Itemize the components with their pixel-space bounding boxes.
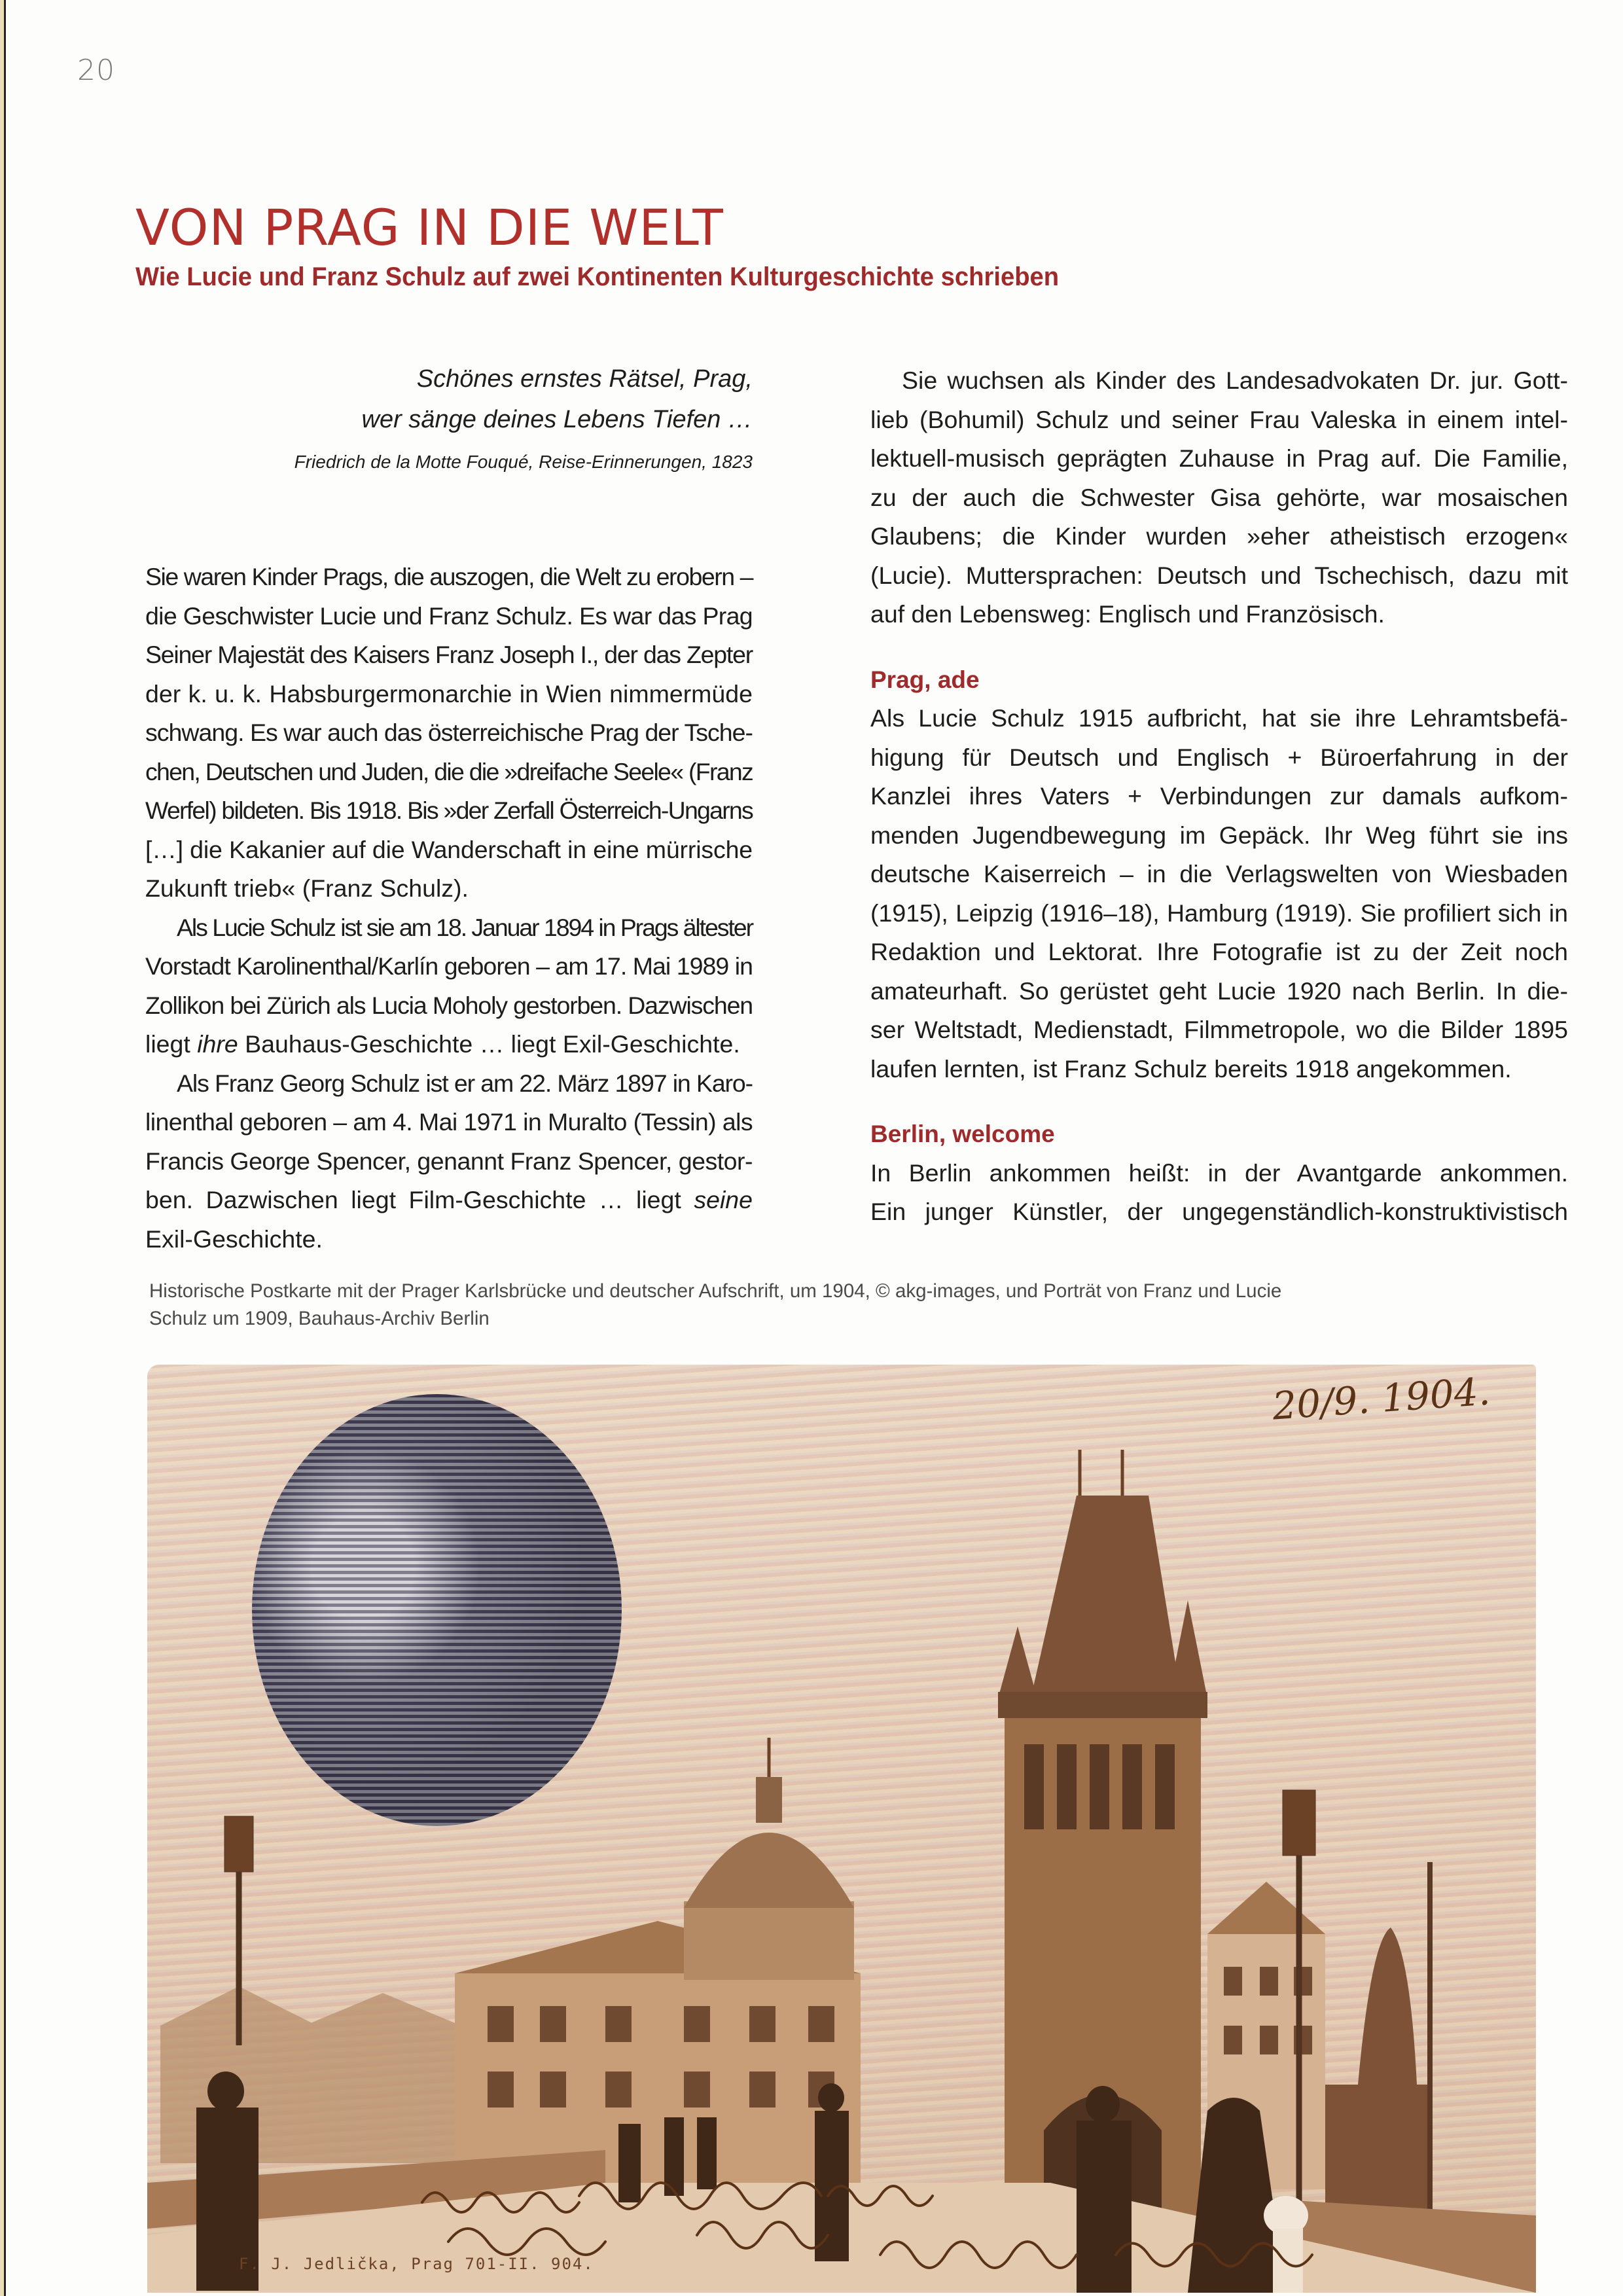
caption-line: Schulz um 1909, Bauhaus-Archiv Berlin bbox=[149, 1308, 490, 1329]
text-run: liegt bbox=[145, 1030, 198, 1058]
text-run: ben. Dazwischen liegt Film-Geschichte … liegt bbox=[145, 1186, 694, 1213]
church-dome bbox=[684, 1738, 854, 1980]
emphasis-ihre: ihre bbox=[197, 1030, 238, 1058]
text-line: […] die Kakanier auf die Wanderschaft in eine mürrische bbox=[145, 835, 753, 863]
text-line: die Geschwister Lucie und Franz Schulz. Es war das Prag bbox=[145, 601, 753, 630]
section-gap bbox=[870, 1088, 1568, 1115]
text-line: Zollikon bei Zürich als Lucia Moholy gestorben. Dazwischen bbox=[145, 991, 753, 1019]
text-line: auf den Lebensweg: Englisch und Französisch. bbox=[870, 600, 1385, 628]
text-line: amateurhaft. So gerüstet geht Lucie 1920 nach Berlin. In die- bbox=[870, 977, 1568, 1005]
epigraph bbox=[145, 359, 753, 480]
text-line: Als Lucie Schulz 1915 aufbricht, hat sie ihre Lehramtsbefä- bbox=[870, 704, 1568, 732]
figure-caption bbox=[149, 1278, 1510, 1333]
text-line: zu der auch die Schwester Gisa gehörte, war mosaischen bbox=[870, 483, 1568, 511]
article-subtitle: Wie Lucie und Franz Schulz auf zwei Kontinenten Kulturgeschichte schrieben bbox=[135, 262, 1060, 291]
statue-right bbox=[1325, 1862, 1430, 2215]
text-line: menden Jugendbewegung im Gepäck. Ihr Weg führt sie ins bbox=[870, 821, 1568, 849]
paragraph-prag-ade bbox=[870, 699, 1568, 1088]
page-number: 20 bbox=[77, 54, 115, 87]
text-line: Als Franz Georg Schulz ist er am 22. März 1897 in Karo- bbox=[177, 1069, 753, 1097]
epigraph-attribution: Friedrich de la Motte Fouqué, Reise-Erinnerungen, 1823 bbox=[294, 452, 753, 472]
text-line: Sie wuchsen als Kinder des Landesadvokaten Dr. jur. Gott- bbox=[902, 367, 1568, 394]
left-column bbox=[145, 558, 753, 1259]
text-line: laufen lernten, ist Franz Schulz bereits 1918 angekommen. bbox=[870, 1054, 1512, 1083]
paragraph-family bbox=[870, 361, 1568, 634]
text-run: Bauhaus-Geschichte … liegt Exil-Geschichte. bbox=[238, 1030, 740, 1058]
right-column bbox=[870, 361, 1568, 1232]
text-line: Als Lucie Schulz ist sie am 18. Januar 1894 in Prags ältester bbox=[177, 913, 753, 941]
text-line: linenthal geboren – am 4. Mai 1971 in Muralto (Tessin) als bbox=[145, 1108, 753, 1136]
historic-postcard-image bbox=[147, 1365, 1536, 2293]
text-line: Seiner Majestät des Kaisers Franz Joseph I., der das Zepter bbox=[145, 641, 753, 668]
text-line bbox=[145, 1181, 753, 1220]
text-line: lektuell-musisch geprägten Zuhause in Prag auf. Die Familie, bbox=[870, 444, 1568, 472]
text-line: Glaubens; die Kinder wurden »eher atheistisch erzogen« bbox=[870, 522, 1568, 550]
paragraph-intro bbox=[145, 558, 753, 908]
text-line: higung für Deutsch und Englisch + Büroerfahrung in der bbox=[870, 743, 1568, 771]
text-line: Ein junger Künstler, der ungegenständlich-konstruktivistisch bbox=[870, 1198, 1568, 1225]
emphasis-seine: seine bbox=[694, 1186, 753, 1213]
paragraph-franz bbox=[145, 1064, 753, 1259]
text-line: Sie waren Kinder Prags, die auszogen, die Welt zu erobern – bbox=[145, 563, 753, 590]
portrait-franz-and-lucie bbox=[252, 1394, 622, 1826]
article-title: VON PRAG IN DIE WELT bbox=[135, 198, 724, 257]
epigraph-line: wer sänge deines Lebens Tiefen … bbox=[361, 406, 753, 433]
text-line: Vorstadt Karolinenthal/Karlín geboren – am 17. Mai 1989 in bbox=[145, 952, 753, 980]
text-line: der k. u. k. Habsburgermonarchie in Wien nimmermüde bbox=[145, 679, 753, 708]
page-binding-edge bbox=[0, 0, 8, 2296]
paragraph-lucie bbox=[145, 908, 753, 1064]
text-line: Zukunft trieb« (Franz Schulz). bbox=[145, 874, 469, 902]
section-heading-berlin-welcome: Berlin, welcome bbox=[870, 1121, 1055, 1147]
caption-line: Historische Postkarte mit der Prager Karlsbrücke und deutscher Aufschrift, um 1904, © akg-images, und Porträt von Franz und Lucie bbox=[149, 1280, 1282, 1302]
section-heading-prag-ade: Prag, ade bbox=[870, 666, 980, 693]
text-line: (1915), Leipzig (1916–18), Hamburg (1919). Sie profiliert sich in bbox=[870, 899, 1568, 927]
text-line: Exil-Geschichte. bbox=[145, 1225, 323, 1253]
text-line: Francis George Spencer, genannt Franz Spencer, gestor- bbox=[145, 1147, 753, 1175]
section-gap bbox=[870, 634, 1568, 660]
text-line: schwang. Es war auch das österreichische Prag der Tsche- bbox=[145, 719, 753, 746]
epigraph-line: Schönes ernstes Rätsel, Prag, bbox=[416, 365, 753, 393]
text-line: (Lucie). Muttersprachen: Deutsch und Tschechisch, dazu mit bbox=[870, 561, 1568, 589]
text-line: chen, Deutschen und Juden, die die »dreifache Seele« (Franz bbox=[145, 757, 753, 785]
text-line: Werfel) bildeten. Bis 1918. Bis »der Zerfall Österreich-Ungarns bbox=[145, 797, 753, 824]
handwritten-date: 20/9. 1904. bbox=[1270, 1369, 1491, 1429]
text-line: Kanzlei ihres Vaters + Verbindungen zur damals aufkom- bbox=[870, 782, 1568, 810]
text-line: deutsche Kaiserreich – in die Verlagswelten von Wiesbaden bbox=[870, 860, 1568, 888]
printer-mark: F. J. Jedlička, Prag 701-II. 904. bbox=[239, 2255, 594, 2273]
text-line: Redaktion und Lektorat. Ihre Fotografie ist zu der Zeit noch bbox=[870, 938, 1568, 965]
text-line: ser Weltstadt, Medienstadt, Filmmetropole, wo die Bilder 1895 bbox=[870, 1016, 1568, 1043]
text-line bbox=[145, 1025, 753, 1064]
paragraph-berlin bbox=[870, 1154, 1568, 1232]
text-line: lieb (Bohumil) Schulz und seiner Frau Valeska in einem intel- bbox=[870, 405, 1568, 433]
text-line: In Berlin ankommen heißt: in der Avantgarde ankommen. bbox=[870, 1158, 1568, 1187]
